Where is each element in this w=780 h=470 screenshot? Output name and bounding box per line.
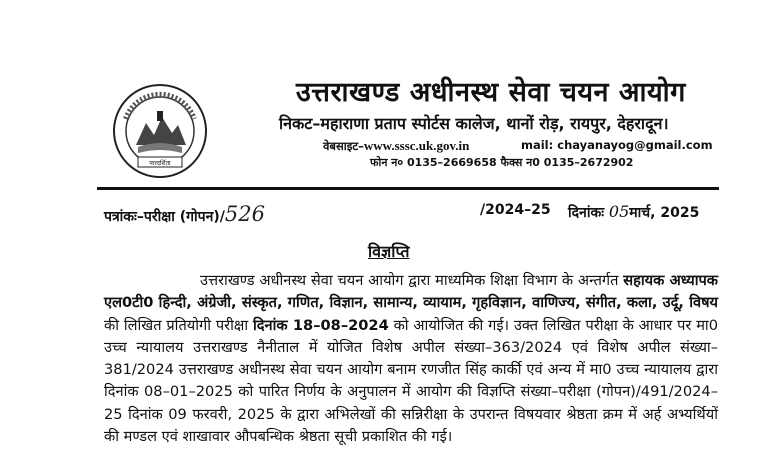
reference-year: /2024–25 [480,202,551,218]
emblem-motto: पारदर्शिता [149,160,171,167]
reference-number [104,202,265,226]
paragraph-post-subjects: सहायक अध्यापक एल0टी0 हिन्दी, अंग्रेजी, संस्कृत, गणित, विज्ञान, सामान्य, व्यायाम, गृहविज्ञान, वाणिज्य, संगीत, कला, उर्दू, विषय [104,272,719,312]
reference-date [568,202,699,222]
phone-number: 0135–2669658 [406,156,497,169]
organization-title: उत्तराखण्ड अधीनस्थ सेवा चयन आयोग [296,77,686,108]
reference-handwritten-number: 526 [224,202,265,226]
header-divider [97,187,719,190]
website-link[interactable]: www.sssc.uk.gov.in [363,138,470,153]
email-line [521,138,713,152]
paragraph-exam-date: दिनांक 18–08–2024 [253,316,389,334]
website-label: वेबसाइट– [323,139,364,153]
email-link[interactable]: chayanayog@gmail.com [557,138,713,152]
date-month-year: मार्च, 2025 [629,205,700,221]
paragraph-details: को आयोजित की गई। उक्त लिखित परीक्षा के आधार पर मा0 उच्च न्यायालय उत्तराखण्ड नैनीताल में योजित विशेष अपील संख्या–363/2024 एवं विशेष अपील संख्या–381/2024 उत्तराखण्ड अधीनस्थ सेवा चयन आयोग बनाम रणजीत सिंह कार्की एवं अन्य में मा0 उच्च न्यायालय द्वारा दिनांक 08–01–2025 को पारित निर्णय के अनुपालन में आयोग की विज्ञप्ति संख्या–परीक्षा (गोपन)/491/2024–25 दिनांक 09 फरवरी, 2025 के द्वारा अभिलेखों की सन्निरीक्षा के उपरान्त विषयवार श्रेष्ठता क्रम में अर्ह अभ्यर्थियों की मण्डल एवं शाखावार औपबन्धिक श्रेष्ठता सूची प्रकाशित की गई। [104,316,718,446]
website-line [323,138,469,154]
reference-prefix: पत्रांकः–परीक्षा (गोपन)/ [104,209,225,225]
date-handwritten-day: 05 [608,202,630,221]
date-label: दिनांकः [568,205,605,221]
notice-paragraph [104,270,718,448]
phone-label: फोन न० [370,156,404,169]
commission-emblem-icon [112,83,208,179]
phone-fax-line [370,155,633,170]
notice-heading: विज्ञप्ति [368,242,410,261]
organization-address: निकट–महाराणा प्रताप स्पोर्टस कालेज, थानों रोड़, रायपुर, देहरादून। [279,114,669,133]
fax-label: फैक्स न0 [500,156,540,169]
paragraph-exam-text: की लिखित प्रतियोगी परीक्षा [104,316,249,334]
email-label: mail: [521,138,554,152]
paragraph-intro: उत्तराखण्ड अधीनस्थ सेवा चयन आयोग द्वारा माध्यमिक शिक्षा विभाग के अन्तर्गत [200,272,619,289]
fax-number: 0135–2672902 [543,156,634,169]
